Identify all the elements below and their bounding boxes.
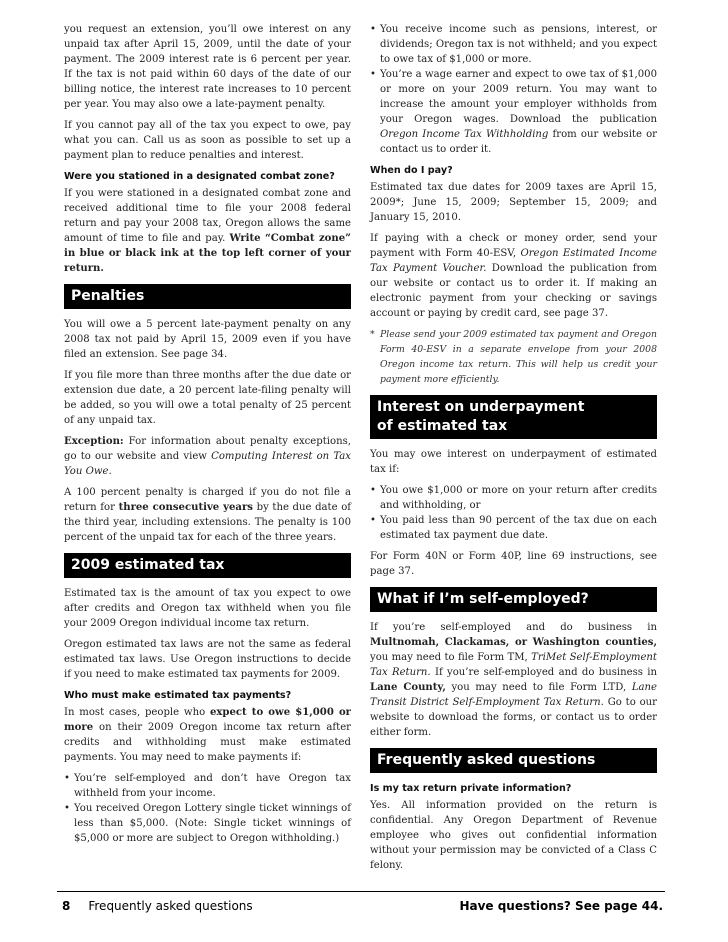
- combat-zone-instruction: Write “Combat zone” in blue or black ink at the top left corner of your return.: [64, 233, 351, 274]
- payment-method-paragraph: If paying with a check or money order, send your payment with Form 40-ESV, Oregon Estimated Income Tax Payment Voucher. Download the publication from our website or contact us to order it. If making an electronic payment from your checking or savings account or paying by credit card, see page 37.: [370, 233, 657, 319]
- page-footer: [62, 897, 663, 915]
- interest-paragraph: you request an extension, you’ll owe interest on any unpaid tax after April 15, 2009, until the date of your payment. The 2009 interest rate is 6 percent per year. If the tax is not paid within 60 days of the date of our billing notice, the interest rate increases to 10 percent per year. You may also owe a late-payment penalty.: [64, 24, 351, 110]
- penalties-section-header: Penalties: [64, 284, 351, 309]
- footnote: * Please send your 2009 estimated tax payment and Oregon Form 40-ESV in a separate envelope from your 2008 Oregon income tax return. This will help us credit your payment more efficiently.: [370, 329, 657, 385]
- hundred-percent-paragraph: A 100 percent penalty is charged if you do not file a return for three consecutive years by the due date of the third year, including extensions. The penalty is 100 percent of the unpaid tax for each of the three years.: [64, 487, 352, 543]
- list-item: • You paid less than 90 percent of the tax due on each estimated tax payment due date.: [370, 515, 657, 541]
- page-number: 8: [62, 899, 71, 913]
- left-column: [64, 22, 351, 852]
- combat-zone-paragraph: If you were stationed in a designated combat zone and received additional time to file your 2008 federal return and pay your 2008 tax, Oregon allows the same amount of time to file and pay. Write “Combat zone” in blue or black ink at the top left corner of your return.: [64, 188, 351, 274]
- combat-zone-heading: Were you stationed in a designated combat zone?: [64, 171, 335, 182]
- form-instructions-paragraph: For Form 40N or Form 40P, line 69 instructions, see page 37.: [370, 551, 657, 577]
- who-must-pay-heading: Who must make estimated tax payments?: [64, 690, 292, 701]
- late-filing-paragraph: If you file more than three months after the due date or extension due date, a 20 percent late-filing penalty will be added, so you will owe a total penalty of 25 percent of any unpaid tax.: [64, 370, 351, 426]
- late-payment-paragraph: You will owe a 5 percent late-payment penalty on any 2008 tax not paid by April 15, 2009 even if you have filed an extension. See page 34.: [64, 319, 351, 360]
- underpayment-paragraph: You may owe interest on underpayment of estimated tax if:: [370, 449, 657, 475]
- right-column: [370, 22, 657, 879]
- privacy-question-heading: Is my tax return private information?: [370, 783, 572, 794]
- payment-plan-paragraph: If you cannot pay all of the tax you expect to owe, pay what you can. Call us as soon as possible to set up a payment plan to reduce penalties and interest.: [64, 120, 351, 161]
- faq-section-header: Frequently asked questions: [370, 748, 657, 773]
- continued-list: [370, 22, 657, 157]
- due-dates-paragraph: Estimated tax due dates for 2009 taxes are April 15, 2009*; June 15, 2009; September 15, 2009; and January 15, 2010.: [370, 182, 657, 223]
- list-item: • You owe $1,000 or more on your return after credits and withholding, or: [370, 485, 657, 511]
- privacy-answer-paragraph: Yes. All information provided on the return is confidential. Any Oregon Department of Revenue employee who gives out confidential information without your permission may be convicted of a Class C felony.: [370, 800, 657, 871]
- exception-paragraph: Exception: For information about penalty exceptions, go to our website and view Computing Interest on Tax You Owe.: [64, 436, 351, 477]
- estimated-tax-definition: Estimated tax is the amount of tax you expect to owe after credits and Oregon tax withheld when you file your 2009 Oregon individual income tax return.: [64, 588, 351, 629]
- list-item: • You receive income such as pensions, interest, or dividends; Oregon tax is not withheld; and you expect to owe tax of $1,000 or more.: [370, 24, 657, 65]
- list-item: • You’re a wage earner and expect to owe tax of $1,000 or more on your 2009 return. You may want to increase the amount your employer withholds from your Oregon wages. Download the publication Oregon Income Tax Withholding from our website or contact us to order it.: [370, 69, 657, 155]
- publication-title: Oregon Income Tax Withholding: [380, 129, 549, 140]
- when-to-pay-heading: When do I pay?: [370, 165, 453, 176]
- form-title: Oregon Estimated Income Tax Payment Voucher.: [370, 248, 657, 274]
- self-employed-section-header: What if I’m self-employed?: [370, 587, 657, 612]
- footer-help-text: Have questions? See page 44.: [459, 899, 663, 913]
- underpayment-section-header: Interest on underpayment of estimated tax: [370, 395, 657, 439]
- publication-title: Computing Interest on Tax You Owe: [64, 451, 351, 477]
- list-item: • You received Oregon Lottery single ticket winnings of less than $5,000. (Note: Single ticket winnings of $5,000 or more are subject to Oregon withholding.): [64, 803, 351, 844]
- list-item: • You’re self-employed and don’t have Oregon tax withheld from your income.: [64, 773, 351, 799]
- who-must-pay-list: [64, 771, 351, 846]
- footer-divider: [57, 891, 665, 892]
- who-must-pay-paragraph: In most cases, people who expect to owe $1,000 or more on their 2009 Oregon income tax return after credits and withholding must make estimated payments. You may need to make payments if:: [64, 707, 351, 763]
- footer-section-label: Frequently asked questions: [88, 899, 253, 913]
- estimated-tax-laws: Oregon estimated tax laws are not the same as federal estimated tax laws. Use Oregon instructions to decide if you need to make estimated tax payments for 2009.: [64, 639, 351, 680]
- self-employed-paragraph: If you’re self-employed and do business in Multnomah, Clackamas, or Washington counties, you may need to file Form TM, TriMet Self-Employment Tax Return. If you’re self-employed and do business in Lane County, you may need to file Form LTD, Lane Transit District Self-Employment Tax Return. Go to our website to download the forms, or contact us to order either form.: [370, 622, 658, 738]
- estimated-tax-section-header: 2009 estimated tax: [64, 553, 351, 578]
- underpayment-list: [370, 483, 657, 543]
